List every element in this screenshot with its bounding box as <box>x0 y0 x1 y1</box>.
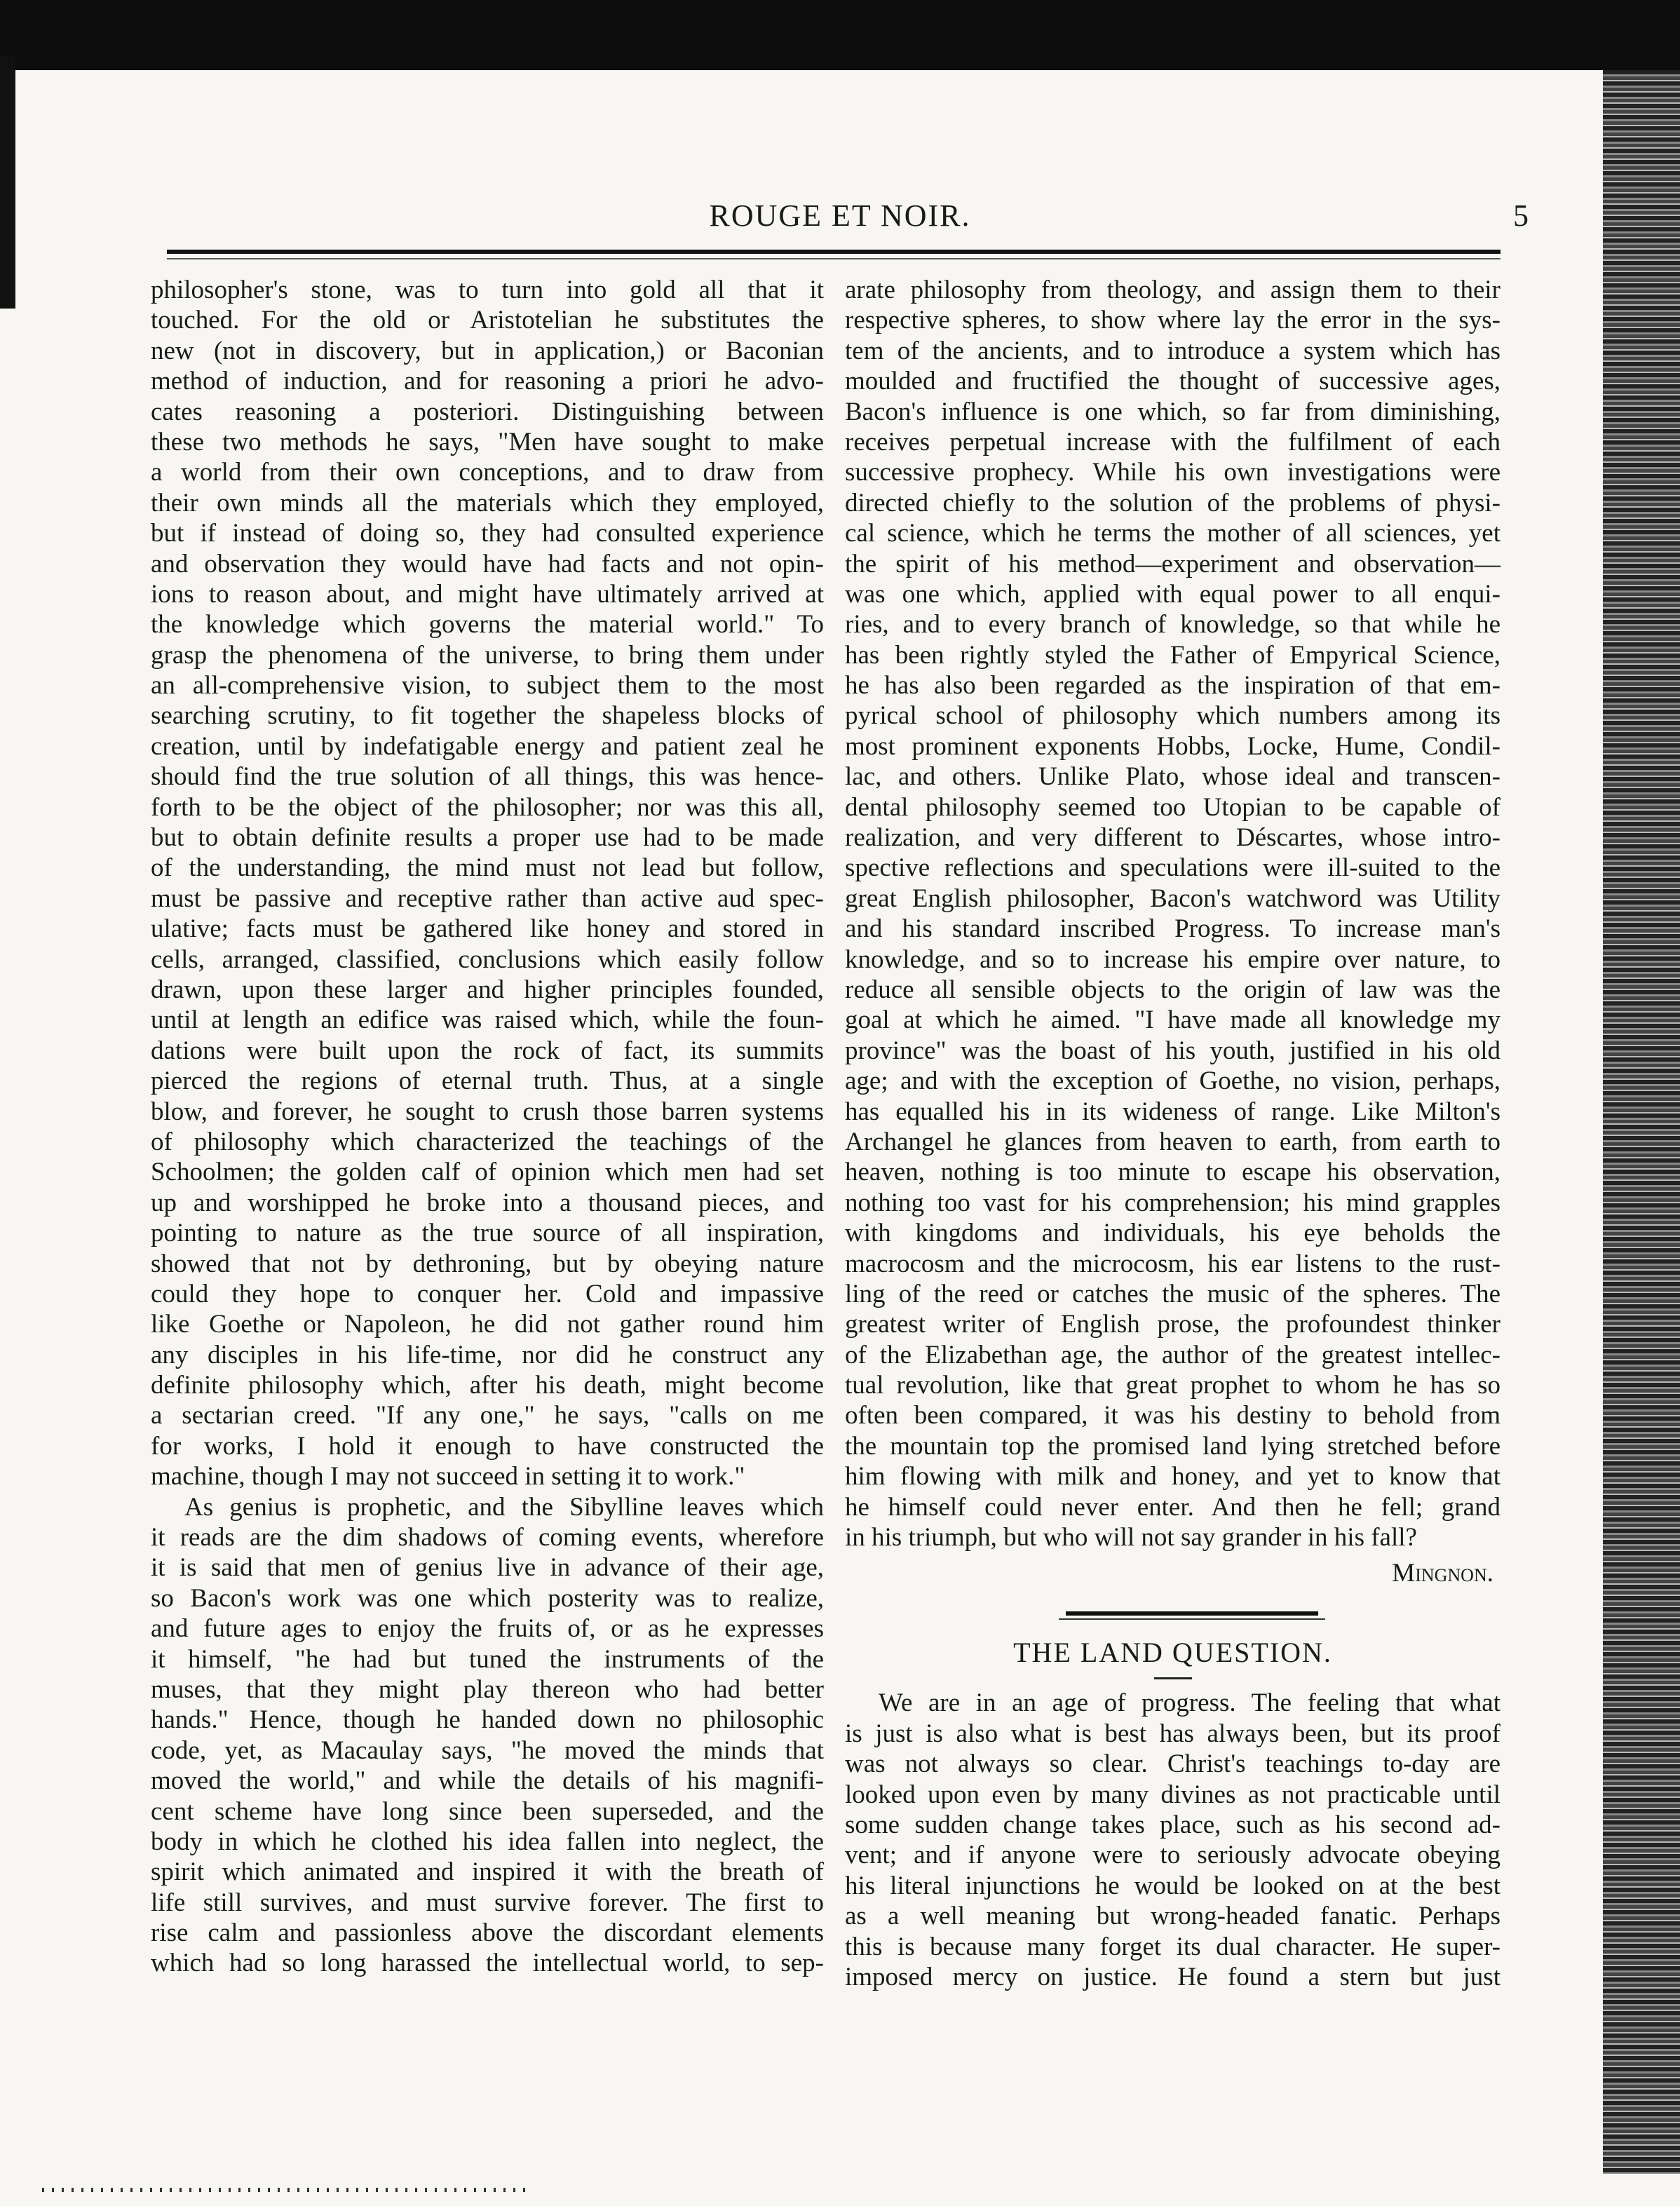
text-line: reduce all sensible objects to the origin of law was the <box>845 975 1501 1004</box>
text-line: life still survives, and must survive forever. The first to <box>151 1888 824 1917</box>
text-line: in his triumph, but who will not say grander in his fall? <box>845 1523 1417 1552</box>
text-line: should find the true solution of all things, this was hence- <box>151 762 824 792</box>
text-line: any disciples in his life-time, nor did he construct any <box>151 1340 824 1369</box>
land-question-text <box>845 1688 1501 1992</box>
header-rule-thin <box>167 258 1501 259</box>
text-line: philosopher's stone, was to turn into gold all that it <box>151 276 824 304</box>
page-header <box>0 198 1680 233</box>
text-line: their own minds all the materials which they employed, <box>151 488 824 517</box>
text-line: touched. For the old or Aristotelian he substitutes the <box>151 306 824 335</box>
text-line: the mountain top the promised land lying stretched before <box>845 1431 1501 1461</box>
text-line: was one which, applied with equal power to all enqui- <box>845 579 1501 609</box>
text-line: until at length an edifice was raised which, while the foun- <box>151 1006 824 1035</box>
text-line: him flowing with milk and honey, and yet to know that <box>845 1462 1501 1491</box>
page-number: 5 <box>1513 198 1529 233</box>
text-line: moulded and fructified the thought of successive ages, <box>845 367 1501 396</box>
text-line: spirit which animated and inspired it with the breath of <box>151 1857 824 1887</box>
text-line: an all-comprehensive vision, to subject them to the most <box>151 671 824 701</box>
running-head: ROUGE ET NOIR. <box>709 198 971 233</box>
right-column-text <box>845 275 1501 1552</box>
text-line: the knowledge which governs the material world." To <box>151 610 824 640</box>
text-line: the spirit of his method—experiment and observation— <box>845 549 1501 578</box>
section-divider <box>845 1607 1501 1635</box>
text-line: creation, until by indefatigable energy and patient zeal he <box>151 731 824 761</box>
title-rule <box>1154 1677 1192 1679</box>
text-line: province" was the boast of his youth, justified in his old <box>845 1036 1501 1065</box>
text-line: looked upon even by many divines as not practicable until <box>845 1780 1501 1809</box>
text-line: respective spheres, to show where lay the error in the sys- <box>845 306 1501 335</box>
text-line: of the understanding, the mind must not lead but follow, <box>151 853 824 883</box>
section-title: THE LAND QUESTION. <box>1013 1637 1332 1669</box>
text-line: it is said that men of genius live in advance of their age, <box>151 1553 824 1583</box>
text-line: so Bacon's work was one which posterity was to realize, <box>151 1583 824 1613</box>
text-line: ling of the reed or catches the music of the spheres. The <box>845 1279 1501 1308</box>
text-line: and his standard inscribed Progress. To increase man's <box>845 914 1501 944</box>
text-line: cates reasoning a posteriori. Distinguishing between <box>151 397 824 426</box>
text-line: is just is also what is best has always been, but its proof <box>845 1719 1501 1748</box>
scan-left-edge <box>0 56 15 309</box>
scan-top-border <box>0 0 1680 70</box>
text-line: knowledge, and so to increase his empire over nature, to <box>845 945 1501 974</box>
header-rule <box>167 250 1501 254</box>
text-line: goal at which he aimed. "I have made all knowledge my <box>845 1006 1501 1035</box>
text-line: of the Elizabethan age, the author of the greatest intellec- <box>845 1340 1501 1369</box>
text-line: heaven, nothing is too minute to escape his observation, <box>845 1158 1501 1187</box>
text-line: rise calm and passionless above the discordant elements <box>151 1919 824 1948</box>
scan-bottom-specks <box>42 2188 533 2192</box>
text-line: muses, that they might play thereon who had better <box>151 1674 824 1704</box>
text-line: greatest writer of English prose, the profoundest thinker <box>845 1310 1501 1339</box>
text-line: We are in an age of progress. The feeling that what <box>879 1689 1501 1718</box>
text-line: some sudden change takes place, such as his second ad- <box>845 1810 1501 1839</box>
text-line: has been rightly styled the Father of Empyrical Science, <box>845 640 1501 670</box>
text-line: definite philosophy which, after his death, might become <box>151 1371 824 1400</box>
scan-binding-edge <box>1603 70 1680 2174</box>
text-line: age; and with the exception of Goethe, no vision, perhaps, <box>845 1067 1501 1096</box>
text-line: but to obtain definite results a proper use had to be made <box>151 823 824 853</box>
text-line: drawn, upon these larger and higher principles founded, <box>151 975 824 1004</box>
text-line: dental philosophy seemed too Utopian to be capable of <box>845 792 1501 822</box>
text-line: cells, arranged, classified, conclusions which easily follow <box>151 945 824 974</box>
text-line: pyrical school of philosophy which numbers among its <box>845 701 1501 731</box>
text-line: Archangel he glances from heaven to earth, from earth to <box>845 1127 1501 1156</box>
text-line: for works, I hold it enough to have constructed the <box>151 1431 824 1461</box>
left-column <box>151 275 824 1979</box>
text-line: cal science, which he terms the mother of all sciences, yet <box>845 519 1501 548</box>
text-line: ions to reason about, and might have ultimately arrived at <box>151 579 824 609</box>
text-line: new (not in discovery, but in application,) or Baconian <box>151 336 824 365</box>
text-line: great English philosopher, Bacon's watchword was Utility <box>845 884 1501 913</box>
text-line: he has also been regarded as the inspiration of that em- <box>845 671 1501 701</box>
text-line: lac, and others. Unlike Plato, whose ideal and transcen- <box>845 762 1501 792</box>
text-line: Schoolmen; the golden calf of opinion which men had set <box>151 1158 824 1187</box>
text-line: and observation they would have had facts and not opin- <box>151 549 824 578</box>
text-line: spective reflections and speculations were ill-suited to the <box>845 853 1501 883</box>
text-line: macrocosm and the microcosm, his ear listens to the rust- <box>845 1249 1501 1278</box>
author-signature: Mingnon. <box>1392 1559 1493 1588</box>
text-line: has equalled his in its wideness of range. Like Milton's <box>845 1097 1501 1126</box>
text-line: it reads are the dim shadows of coming events, wherefore <box>151 1523 824 1552</box>
text-line: most prominent exponents Hobbs, Locke, Hume, Condil- <box>845 731 1501 761</box>
text-line: showed that not by dethroning, but by obeying nature <box>151 1249 824 1278</box>
text-line: a world from their own conceptions, and to draw from <box>151 458 824 487</box>
text-line: tual revolution, like that great prophet to whom he has so <box>845 1371 1501 1400</box>
text-line: these two methods he says, "Men have sought to make <box>151 427 824 456</box>
text-line: successive prophecy. While his own investigations were <box>845 458 1501 487</box>
text-line: but if instead of doing so, they had consulted experience <box>151 519 824 548</box>
text-line: he himself could never enter. And then he fell; grand <box>845 1492 1501 1522</box>
text-line: it himself, "he had but tuned the instruments of the <box>151 1644 824 1674</box>
text-line: dations were built upon the rock of fact, its summits <box>151 1036 824 1065</box>
text-line: ulative; facts must be gathered like honey and stored in <box>151 914 824 944</box>
text-line: must be passive and receptive rather than active aud spec- <box>151 884 824 913</box>
text-line: and future ages to enjoy the fruits of, or as he expresses <box>151 1614 824 1644</box>
text-line: machine, though I may not succeed in setting it to work." <box>151 1462 745 1491</box>
text-line: ries, and to every branch of knowledge, so that while he <box>845 610 1501 640</box>
text-line: As genius is prophetic, and the Sibylline leaves which <box>184 1492 824 1522</box>
text-line: this is because many forget its dual character. He super- <box>845 1932 1501 1961</box>
text-line: as a well meaning but wrong-headed fanatic. Perhaps <box>845 1902 1501 1931</box>
right-column <box>845 275 1501 1992</box>
text-line: pointing to nature as the true source of all inspiration, <box>151 1219 824 1248</box>
text-line: code, yet, as Macaulay says, "he moved the minds that <box>151 1735 824 1765</box>
text-line: receives perpetual increase with the fulfilment of each <box>845 427 1501 456</box>
text-line: was not always so clear. Christ's teachings to-day are <box>845 1750 1501 1779</box>
text-line: of philosophy which characterized the teachings of the <box>151 1127 824 1156</box>
text-line: vent; and if anyone were to seriously advocate obeying <box>845 1841 1501 1870</box>
text-line: realization, and very different to Déscartes, whose intro- <box>845 823 1501 853</box>
text-line: method of induction, and for reasoning a priori he advo- <box>151 367 824 396</box>
text-line: nothing too vast for his comprehension; his mind grapples <box>845 1188 1501 1217</box>
text-line: a sectarian creed. "If any one," he says, "calls on me <box>151 1401 824 1430</box>
text-line: blow, and forever, he sought to crush those barren systems <box>151 1097 824 1126</box>
text-line: imposed mercy on justice. He found a stern but just <box>845 1962 1501 1991</box>
text-line: tem of the ancients, and to introduce a system which has <box>845 336 1501 365</box>
text-line: pierced the regions of eternal truth. Thus, at a single <box>151 1067 824 1096</box>
text-line: body in which he clothed his idea fallen into neglect, the <box>151 1827 824 1856</box>
text-line: cent scheme have long since been superseded, and the <box>151 1796 824 1826</box>
text-line: arate philosophy from theology, and assign them to their <box>845 276 1501 304</box>
text-line: like Goethe or Napoleon, he did not gather round him <box>151 1310 824 1339</box>
text-line: could they hope to conquer her. Cold and impassive <box>151 1279 824 1308</box>
text-line: his literal injunctions he would be looked on at the best <box>845 1871 1501 1900</box>
text-line: which had so long harassed the intellectual world, to sep- <box>151 1949 824 1978</box>
text-line: directed chiefly to the solution of the problems of physi- <box>845 488 1501 517</box>
text-line: hands." Hence, though he handed down no philosophic <box>151 1705 824 1735</box>
text-line: often been compared, it was his destiny to behold from <box>845 1401 1501 1430</box>
text-line: with kingdoms and individuals, his eye beholds the <box>845 1219 1501 1248</box>
text-line: searching scrutiny, to fit together the shapeless blocks of <box>151 701 824 731</box>
text-line: up and worshipped he broke into a thousand pieces, and <box>151 1188 824 1217</box>
text-line: forth to be the object of the philosopher; nor was this all, <box>151 792 824 822</box>
text-line: moved the world," and while the details of his magnifi- <box>151 1766 824 1796</box>
text-line: Bacon's influence is one which, so far from diminishing, <box>845 397 1501 426</box>
text-line: grasp the phenomena of the universe, to bring them under <box>151 640 824 670</box>
